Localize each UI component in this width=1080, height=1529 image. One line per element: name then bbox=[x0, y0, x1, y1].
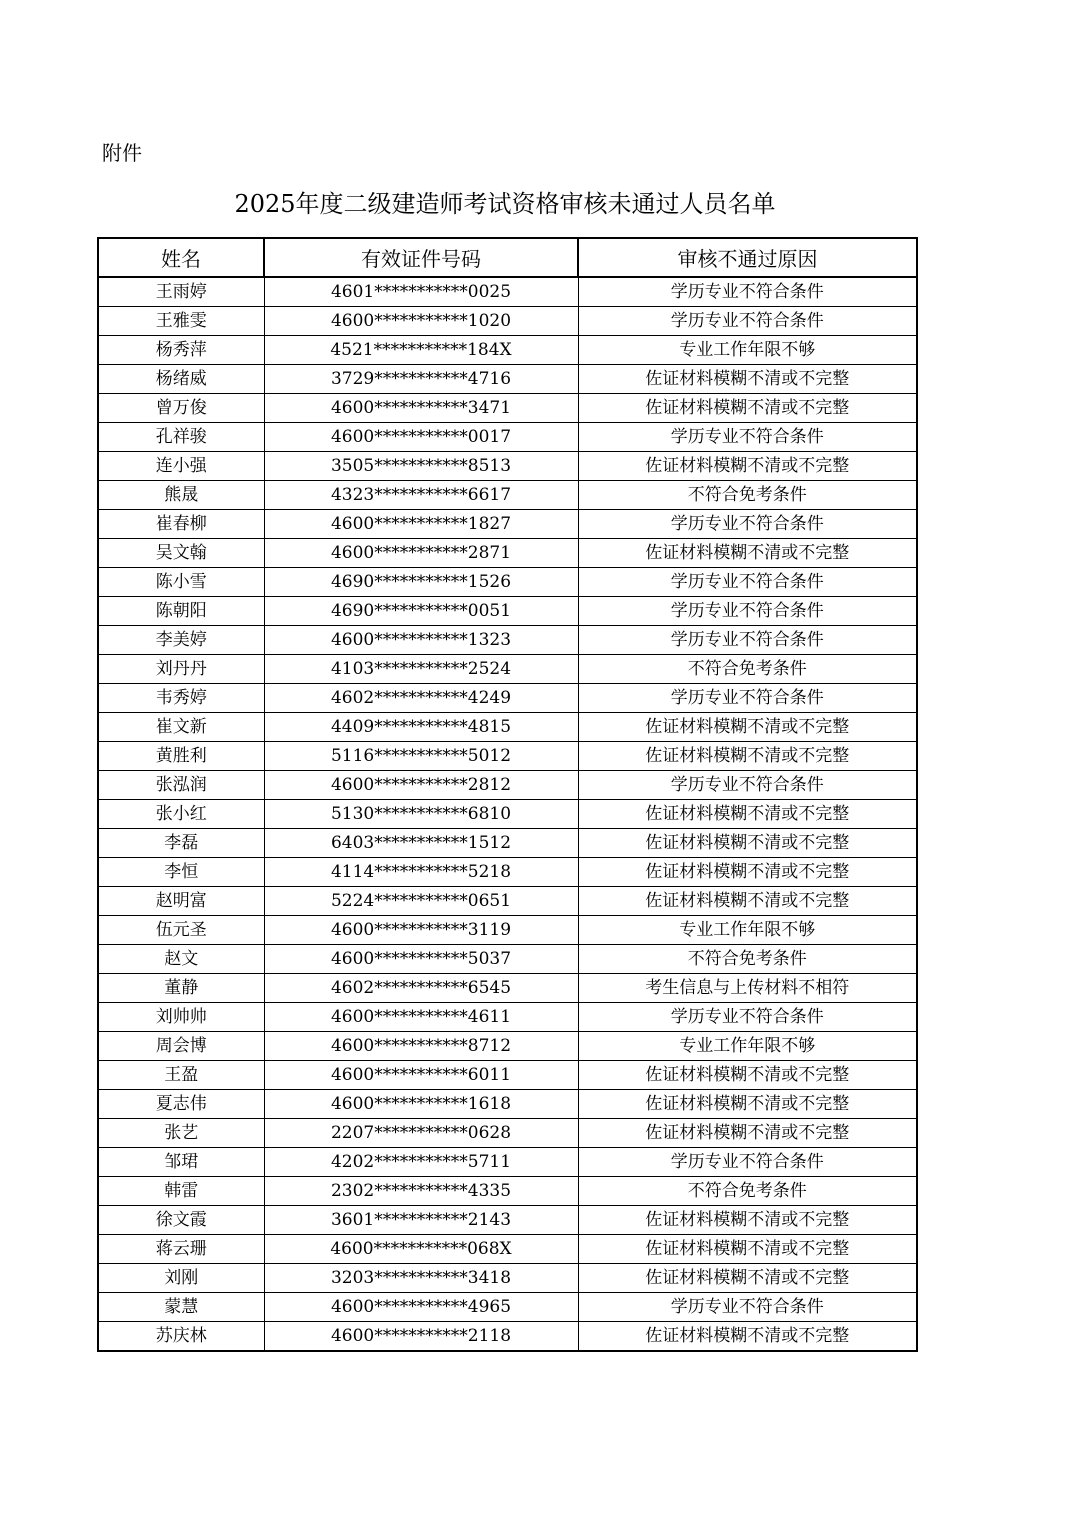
table-body bbox=[98, 277, 917, 1351]
cell-reason: 不符合免考条件 bbox=[578, 655, 917, 684]
cell-id-number: 4600***********0017 bbox=[264, 423, 578, 452]
cell-reason: 佐证材料模糊不清或不完整 bbox=[578, 1235, 917, 1264]
table-row bbox=[98, 568, 917, 597]
table-row bbox=[98, 974, 917, 1003]
cell-id-number: 4690***********1526 bbox=[264, 568, 578, 597]
cell-reason: 专业工作年限不够 bbox=[578, 916, 917, 945]
table-row bbox=[98, 713, 917, 742]
table-row bbox=[98, 307, 917, 336]
cell-id-number: 2302***********4335 bbox=[264, 1177, 578, 1206]
cell-name: 张小红 bbox=[98, 800, 264, 829]
cell-reason: 佐证材料模糊不清或不完整 bbox=[578, 1090, 917, 1119]
cell-id-number: 4600***********1323 bbox=[264, 626, 578, 655]
cell-reason: 佐证材料模糊不清或不完整 bbox=[578, 829, 917, 858]
cell-id-number: 5130***********6810 bbox=[264, 800, 578, 829]
cell-id-number: 4601***********0025 bbox=[264, 277, 578, 307]
cell-name: 崔春柳 bbox=[98, 510, 264, 539]
cell-name: 崔文新 bbox=[98, 713, 264, 742]
cell-id-number: 2207***********0628 bbox=[264, 1119, 578, 1148]
cell-reason: 不符合免考条件 bbox=[578, 481, 917, 510]
table-row bbox=[98, 277, 917, 307]
cell-name: 刘刚 bbox=[98, 1264, 264, 1293]
table-row bbox=[98, 916, 917, 945]
table-header-row bbox=[98, 238, 917, 277]
cell-id-number: 4600***********1020 bbox=[264, 307, 578, 336]
cell-reason: 学历专业不符合条件 bbox=[578, 597, 917, 626]
cell-id-number: 4690***********0051 bbox=[264, 597, 578, 626]
table-row bbox=[98, 1235, 917, 1264]
cell-id-number: 4600***********2871 bbox=[264, 539, 578, 568]
cell-id-number: 3729***********4716 bbox=[264, 365, 578, 394]
cell-name: 李美婷 bbox=[98, 626, 264, 655]
cell-id-number: 4600***********1827 bbox=[264, 510, 578, 539]
cell-name: 熊晟 bbox=[98, 481, 264, 510]
cell-id-number: 4600***********6011 bbox=[264, 1061, 578, 1090]
cell-reason: 考生信息与上传材料不相符 bbox=[578, 974, 917, 1003]
cell-name: 黄胜利 bbox=[98, 742, 264, 771]
cell-id-number: 4323***********6617 bbox=[264, 481, 578, 510]
cell-id-number: 4600***********8712 bbox=[264, 1032, 578, 1061]
cell-id-number: 4114***********5218 bbox=[264, 858, 578, 887]
cell-id-number: 4103***********2524 bbox=[264, 655, 578, 684]
table-row bbox=[98, 1119, 917, 1148]
cell-reason: 学历专业不符合条件 bbox=[578, 1148, 917, 1177]
table-row bbox=[98, 1177, 917, 1206]
cell-reason: 专业工作年限不够 bbox=[578, 336, 917, 365]
cell-id-number: 3505***********8513 bbox=[264, 452, 578, 481]
cell-name: 徐文霞 bbox=[98, 1206, 264, 1235]
table-row bbox=[98, 945, 917, 974]
table-row bbox=[98, 1322, 917, 1352]
cell-id-number: 5116***********5012 bbox=[264, 742, 578, 771]
cell-name: 夏志伟 bbox=[98, 1090, 264, 1119]
cell-reason: 佐证材料模糊不清或不完整 bbox=[578, 365, 917, 394]
roster-table bbox=[97, 237, 918, 1352]
column-header-id: 有效证件号码 bbox=[264, 238, 578, 277]
table-row bbox=[98, 800, 917, 829]
cell-reason: 不符合免考条件 bbox=[578, 945, 917, 974]
column-header-reason: 审核不通过原因 bbox=[578, 238, 917, 277]
table-row bbox=[98, 858, 917, 887]
cell-id-number: 4600***********3471 bbox=[264, 394, 578, 423]
table-row bbox=[98, 1148, 917, 1177]
cell-reason: 不符合免考条件 bbox=[578, 1177, 917, 1206]
table-row bbox=[98, 655, 917, 684]
table-row bbox=[98, 1061, 917, 1090]
cell-id-number: 4600***********5037 bbox=[264, 945, 578, 974]
cell-reason: 佐证材料模糊不清或不完整 bbox=[578, 713, 917, 742]
cell-reason: 佐证材料模糊不清或不完整 bbox=[578, 858, 917, 887]
cell-id-number: 4600***********4965 bbox=[264, 1293, 578, 1322]
cell-reason: 学历专业不符合条件 bbox=[578, 277, 917, 307]
cell-name: 王雨婷 bbox=[98, 277, 264, 307]
cell-name: 李磊 bbox=[98, 829, 264, 858]
cell-name: 赵文 bbox=[98, 945, 264, 974]
cell-reason: 佐证材料模糊不清或不完整 bbox=[578, 452, 917, 481]
table-row bbox=[98, 597, 917, 626]
table-row bbox=[98, 742, 917, 771]
table-row bbox=[98, 1264, 917, 1293]
cell-name: 苏庆林 bbox=[98, 1322, 264, 1352]
cell-name: 董静 bbox=[98, 974, 264, 1003]
cell-id-number: 5224***********0651 bbox=[264, 887, 578, 916]
cell-reason: 佐证材料模糊不清或不完整 bbox=[578, 1264, 917, 1293]
cell-reason: 佐证材料模糊不清或不完整 bbox=[578, 800, 917, 829]
cell-reason: 佐证材料模糊不清或不完整 bbox=[578, 1322, 917, 1352]
cell-name: 邹珺 bbox=[98, 1148, 264, 1177]
cell-id-number: 4602***********6545 bbox=[264, 974, 578, 1003]
cell-name: 杨秀萍 bbox=[98, 336, 264, 365]
attachment-label: 附件 bbox=[102, 141, 142, 165]
cell-reason: 专业工作年限不够 bbox=[578, 1032, 917, 1061]
cell-name: 赵明富 bbox=[98, 887, 264, 916]
table-row bbox=[98, 1003, 917, 1032]
cell-reason: 学历专业不符合条件 bbox=[578, 568, 917, 597]
cell-id-number: 4600***********2812 bbox=[264, 771, 578, 800]
cell-reason: 学历专业不符合条件 bbox=[578, 307, 917, 336]
cell-name: 连小强 bbox=[98, 452, 264, 481]
cell-name: 陈小雪 bbox=[98, 568, 264, 597]
page-title: 2025年度二级建造师考试资格审核未通过人员名单 bbox=[234, 190, 776, 218]
cell-reason: 佐证材料模糊不清或不完整 bbox=[578, 539, 917, 568]
column-header-name: 姓名 bbox=[98, 238, 264, 277]
cell-reason: 学历专业不符合条件 bbox=[578, 684, 917, 713]
table-row bbox=[98, 336, 917, 365]
cell-reason: 学历专业不符合条件 bbox=[578, 1003, 917, 1032]
cell-id-number: 3601***********2143 bbox=[264, 1206, 578, 1235]
cell-id-number: 4600***********068X bbox=[264, 1235, 578, 1264]
cell-id-number: 4202***********5711 bbox=[264, 1148, 578, 1177]
table-row bbox=[98, 829, 917, 858]
cell-name: 孔祥骏 bbox=[98, 423, 264, 452]
cell-name: 王盈 bbox=[98, 1061, 264, 1090]
cell-id-number: 4600***********1618 bbox=[264, 1090, 578, 1119]
cell-id-number: 4600***********2118 bbox=[264, 1322, 578, 1352]
cell-name: 刘帅帅 bbox=[98, 1003, 264, 1032]
cell-reason: 佐证材料模糊不清或不完整 bbox=[578, 887, 917, 916]
cell-name: 张泓润 bbox=[98, 771, 264, 800]
table-row bbox=[98, 452, 917, 481]
cell-id-number: 4602***********4249 bbox=[264, 684, 578, 713]
table-row bbox=[98, 394, 917, 423]
table-row bbox=[98, 481, 917, 510]
cell-reason: 学历专业不符合条件 bbox=[578, 1293, 917, 1322]
cell-name: 伍元圣 bbox=[98, 916, 264, 945]
cell-reason: 学历专业不符合条件 bbox=[578, 771, 917, 800]
cell-name: 蒙慧 bbox=[98, 1293, 264, 1322]
cell-name: 韦秀婷 bbox=[98, 684, 264, 713]
table-row bbox=[98, 1206, 917, 1235]
cell-name: 韩雷 bbox=[98, 1177, 264, 1206]
cell-reason: 学历专业不符合条件 bbox=[578, 626, 917, 655]
cell-id-number: 4600***********3119 bbox=[264, 916, 578, 945]
table-row bbox=[98, 1293, 917, 1322]
table-row bbox=[98, 1090, 917, 1119]
cell-name: 吴文翰 bbox=[98, 539, 264, 568]
cell-name: 杨绪威 bbox=[98, 365, 264, 394]
cell-name: 李恒 bbox=[98, 858, 264, 887]
cell-name: 刘丹丹 bbox=[98, 655, 264, 684]
table-row bbox=[98, 365, 917, 394]
cell-reason: 佐证材料模糊不清或不完整 bbox=[578, 1061, 917, 1090]
cell-name: 张艺 bbox=[98, 1119, 264, 1148]
table-row bbox=[98, 887, 917, 916]
table-row bbox=[98, 510, 917, 539]
table-row bbox=[98, 684, 917, 713]
cell-name: 陈朝阳 bbox=[98, 597, 264, 626]
cell-reason: 佐证材料模糊不清或不完整 bbox=[578, 1119, 917, 1148]
table-row bbox=[98, 626, 917, 655]
table-row bbox=[98, 1032, 917, 1061]
cell-name: 王雅雯 bbox=[98, 307, 264, 336]
cell-name: 蒋云珊 bbox=[98, 1235, 264, 1264]
cell-reason: 佐证材料模糊不清或不完整 bbox=[578, 394, 917, 423]
cell-id-number: 4409***********4815 bbox=[264, 713, 578, 742]
cell-reason: 佐证材料模糊不清或不完整 bbox=[578, 1206, 917, 1235]
cell-id-number: 4521***********184X bbox=[264, 336, 578, 365]
cell-reason: 学历专业不符合条件 bbox=[578, 510, 917, 539]
cell-reason: 佐证材料模糊不清或不完整 bbox=[578, 742, 917, 771]
cell-id-number: 3203***********3418 bbox=[264, 1264, 578, 1293]
cell-reason: 学历专业不符合条件 bbox=[578, 423, 917, 452]
cell-name: 周会博 bbox=[98, 1032, 264, 1061]
cell-name: 曾万俊 bbox=[98, 394, 264, 423]
cell-id-number: 6403***********1512 bbox=[264, 829, 578, 858]
table-row bbox=[98, 423, 917, 452]
table-row bbox=[98, 539, 917, 568]
cell-id-number: 4600***********4611 bbox=[264, 1003, 578, 1032]
table-row bbox=[98, 771, 917, 800]
